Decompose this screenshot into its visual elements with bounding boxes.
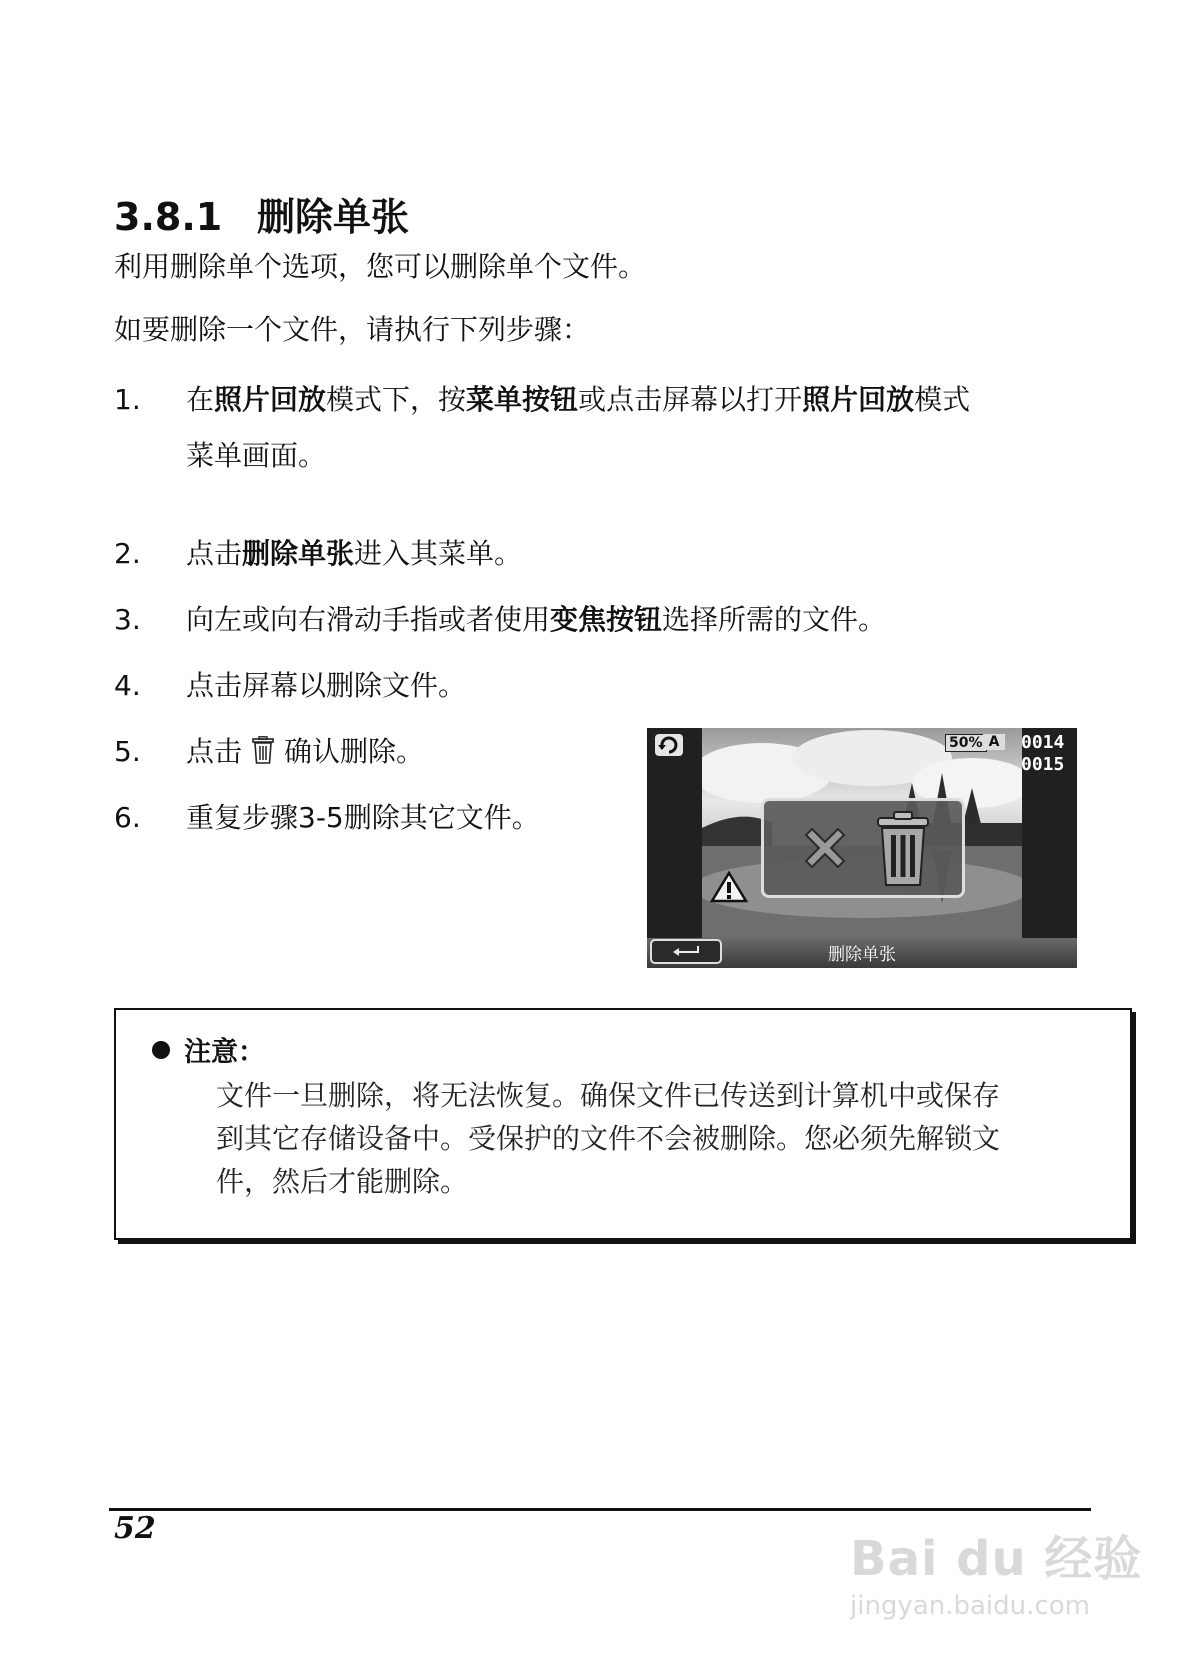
camera-screen [647, 728, 1077, 968]
confirm-trash-button[interactable] [876, 811, 930, 887]
screen-left-bar [647, 728, 702, 938]
warning-icon [710, 871, 748, 903]
step-text-bold: 菜单按钮 [466, 383, 579, 416]
note-line: 件，然后才能删除。 [216, 1165, 469, 1198]
step-number: 3. [114, 603, 141, 636]
step-text [186, 526, 522, 582]
footer-rule [109, 1508, 1091, 1511]
intro-paragraph-2: 如要删除一个文件，请执行下列步骤： [114, 313, 591, 346]
step-text [186, 724, 424, 783]
bullet-icon [152, 1041, 170, 1059]
step-text-segment: 模式下，按 [326, 383, 467, 416]
page-number: 52 [114, 1511, 156, 1546]
step-1 [114, 372, 1054, 484]
step-text-segment: 或点击屏幕以打开 [578, 383, 803, 416]
step-text-segment: 进入其菜单。 [354, 537, 523, 570]
step-text-segment: 点击 [186, 537, 243, 570]
mode-badge: A [983, 734, 1005, 750]
step-text-bold: 照片回放 [214, 383, 327, 416]
note-box [114, 1008, 1132, 1240]
step-number: 2. [114, 537, 141, 570]
watermark-url: jingyan.baidu.com [850, 1591, 1090, 1621]
step-text-bold: 删除单张 [242, 537, 355, 570]
zoom-badge: 50% [945, 734, 987, 752]
note-line: 到其它存储设备中。受保护的文件不会被删除。您必须先解锁文 [216, 1122, 1001, 1155]
intro-paragraph-1: 利用删除单个选项，您可以删除单个文件。 [114, 250, 647, 283]
watermark [850, 1520, 1142, 1621]
note-body [216, 1074, 1116, 1203]
step-number: 1. [114, 383, 141, 416]
step-text-segment: 模式 [914, 383, 971, 416]
section-heading [114, 186, 409, 241]
cancel-x-button[interactable] [798, 821, 852, 875]
file-total: 0015 [1021, 754, 1065, 775]
step-text-segment: 向左或向右滑动手指或者使用 [186, 603, 551, 636]
section-title: 删除单张 [257, 195, 410, 239]
rotate-icon [654, 733, 684, 757]
step-number: 4. [114, 669, 141, 702]
trash-icon [252, 727, 274, 783]
step-text-segment: 菜单画面。 [186, 439, 327, 472]
step-text [186, 372, 970, 484]
file-counter: 0014 [1021, 732, 1065, 753]
step-text [186, 592, 886, 648]
note-line: 文件一旦删除，将无法恢复。确保文件已传送到计算机中或保存 [216, 1079, 1001, 1112]
step-number: 5. [114, 735, 141, 768]
step-text-bold: 照片回放 [802, 383, 915, 416]
step-text-segment: 确认删除。 [284, 735, 425, 768]
watermark-brand: Bai du 经验 [850, 1531, 1143, 1587]
step-text-segment: 选择所需的文件。 [662, 603, 887, 636]
step-text: 点击屏幕以删除文件。 [186, 669, 467, 702]
note-title [152, 1030, 265, 1069]
step-number: 6. [114, 801, 141, 834]
step-text: 重复步骤3-5删除其它文件。 [186, 801, 540, 834]
note-title-text: 注意： [184, 1037, 265, 1068]
step-text-bold: 变焦按钮 [550, 603, 663, 636]
menu-title: 删除单张 [828, 945, 896, 965]
delete-dialog [761, 798, 965, 898]
section-number: 3.8.1 [114, 195, 223, 239]
step-text-segment: 在 [186, 383, 215, 416]
step-text-segment: 点击 [186, 735, 243, 768]
